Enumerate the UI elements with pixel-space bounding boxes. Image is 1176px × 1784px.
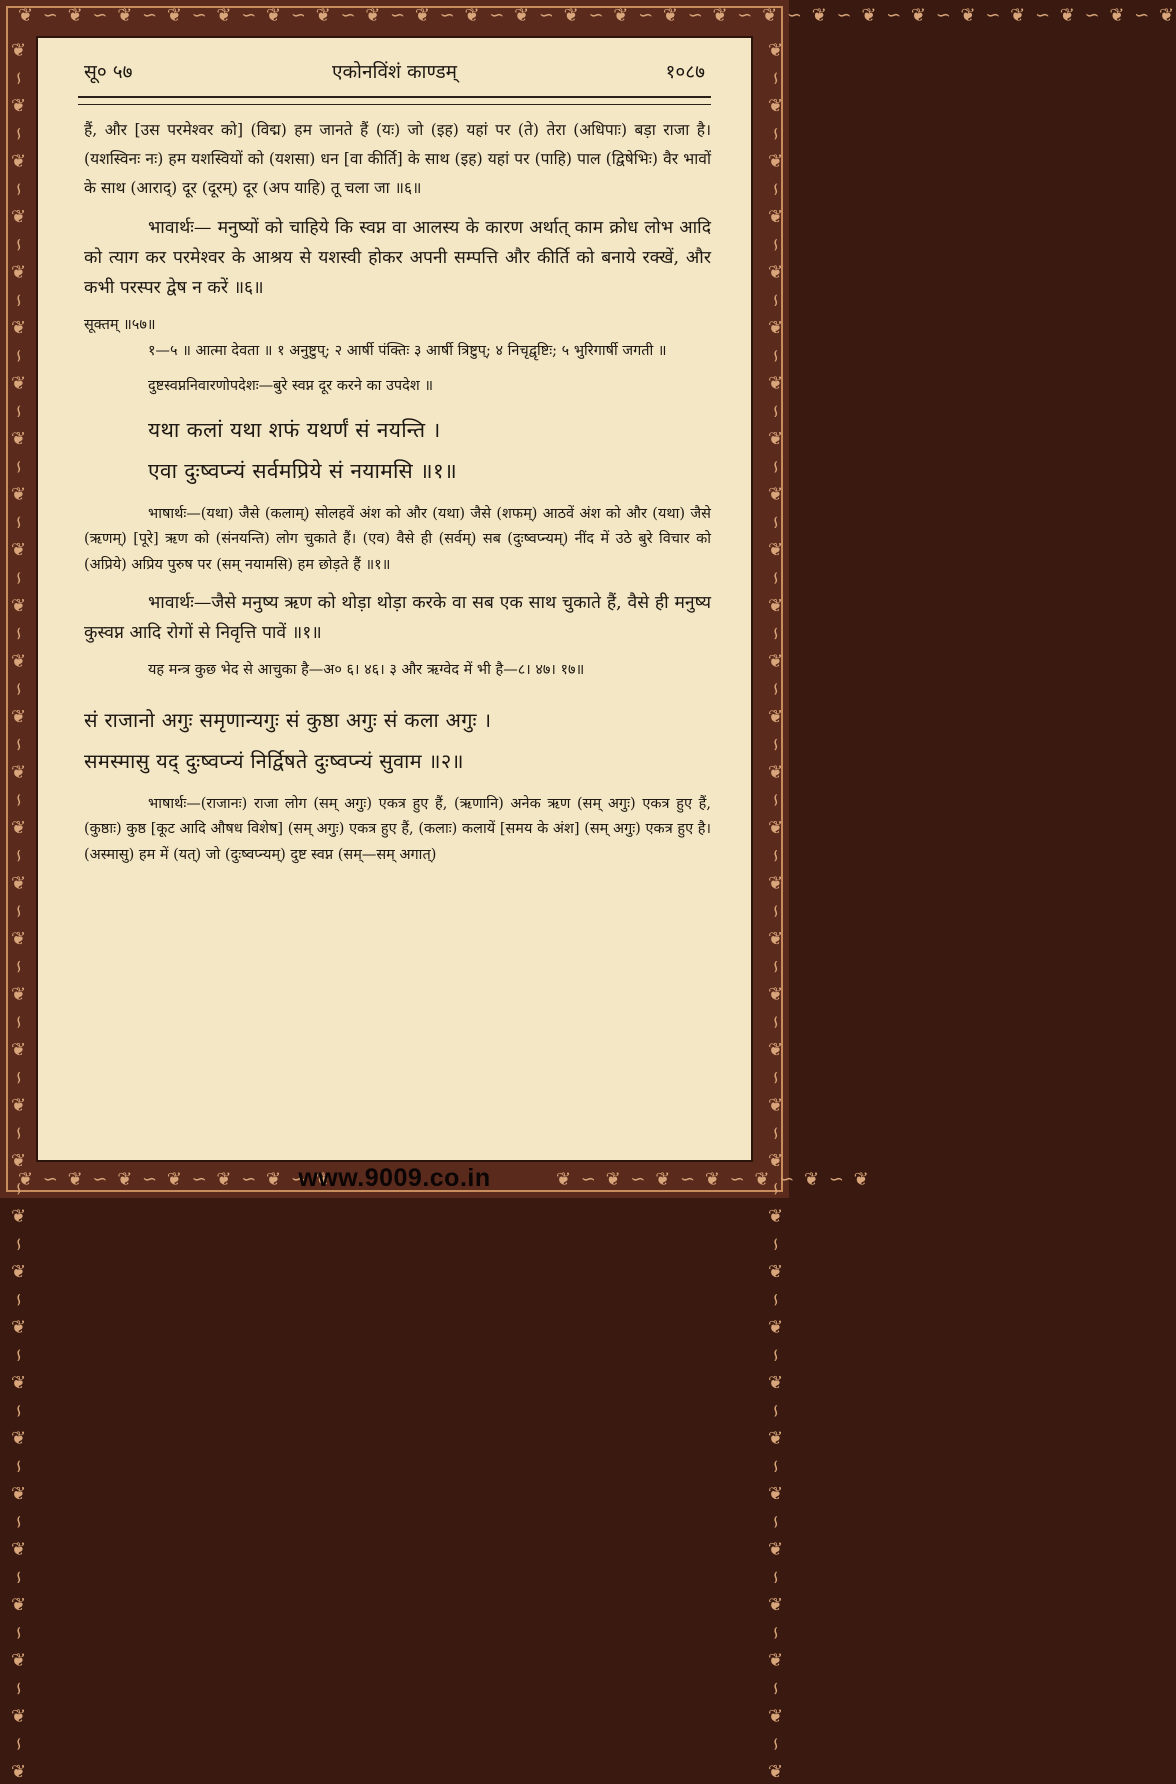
translation-paragraph-6: हैं, और [उस परमेश्वर को] (विद्म) हम जानते हैं (यः) जो (इह) यहां पर (ते) तेरा (अधिपाः) बड़ा राजा है। (यशस्विनः नः) हम यशस्वियों को (यशसा) धन [वा कीर्ति] के साथ (इह) यहां पर (पाहि) पाल (द्विषेभिः) वैर भावों के साथ (आराद्) दूर (दूरम्) दूर (अप याहि) तू चला जा ॥६॥ — [84, 121, 711, 197]
translation-paragraph-1: भाषार्थः—(यथा) जैसे (कलाम्) सोलहवें अंश को और (यथा) जैसे (शफम्) आठवें अंश को और (यथा) जैसे (ऋणम्) [पूरे] ऋण को (संनयन्ति) लोग चुकाते हैं। (एव) वैसे ही (सर्वम्) सब (दुःष्वप्न्यम्) नींद में उठे बुरे विचार को (अप्रिये) अप्रिय पुरुष पर (सम् नयामसि) हम छोड़ते हैं ॥१॥ — [84, 505, 711, 573]
mantra-2-line-1: सं राजानो अगुः समृणान्यगुः सं कुष्ठा अगुः सं कला अगुः । — [84, 707, 492, 732]
book-page — [36, 36, 753, 1162]
sukta-meta: १—५ ॥ आत्मा देवता ॥ १ अनुष्टुप्; २ आर्षी पंक्तिः ३ आर्षी त्रिष्टुप्; ४ निचृद्वृष्टिः; ५ भुरिगार्षी जगती ॥ — [148, 342, 667, 359]
ornament-bottom-left: ❦ ∽ ❦ ∽ ❦ ∽ ❦ ∽ ❦ ∽ ❦ ∽ ❦ — [18, 1169, 333, 1190]
sutra-number: सू० ५७ — [84, 61, 133, 83]
sukta-title: सूक्तम् ॥५७॥ — [84, 317, 156, 333]
bhavartha-paragraph-1: भावार्थः—जैसे मनुष्य ऋण को थोड़ा थोड़ा करके वा सब एक साथ चुकाते हैं, वैसे ही मनुष्य कुस्वप्न आदि रोगों से निवृत्ति पावें ॥१॥ — [84, 593, 711, 643]
mantra-1-line-1: यथा कलां यथा शफं यथर्णं सं नयन्ति । — [148, 417, 441, 442]
page-header — [84, 58, 705, 88]
sukta-topic: दुष्टस्वप्ननिवारणोपदेशः—बुरे स्वप्न दूर करने का उपदेश ॥ — [148, 378, 434, 394]
watermark-url: www.9009.co.in — [298, 1164, 491, 1192]
page-number: १०८७ — [665, 61, 705, 83]
header-rule — [78, 96, 711, 105]
bhavartha-paragraph-6: भावार्थः— मनुष्यों को चाहिये कि स्वप्न वा आलस्य के कारण अर्थात् काम क्रोध लोभ आदि को त्याग कर परमेश्वर के आश्रय से यशस्वी होकर अपनी सम्पत्ति और कीर्ति को बनाये रक्खें, और कभी परस्पर द्वेष न करें ॥६॥ — [84, 218, 711, 298]
mantra-2-line-2: समस्मासु यद् दुःष्वप्न्यं निर्द्विषते दुःष्वप्न्यं सुवाम ॥२॥ — [84, 748, 464, 773]
ornament-top: ❦ ∽ ❦ ∽ ❦ ∽ ❦ ∽ ❦ ∽ ❦ ∽ ❦ ∽ ❦ ∽ ❦ ∽ ❦ ∽ ❦ ∽ ❦ ∽ ❦ ∽ ❦ ∽ ❦ ∽ ❦ ∽ ❦ ∽ ❦ ∽ ❦ ∽ ❦ ∽ ❦ ∽ ❦ ∽ ❦ ∽ ❦ — [18, 5, 1176, 26]
ornament-bottom-right: ❦ ∽ ❦ ∽ ❦ ∽ ❦ ∽ ❦ ∽ ❦ ∽ ❦ — [556, 1169, 871, 1190]
ornament-left: ❦ ∽ ❦ ∽ ❦ ∽ ❦ ∽ ❦ ∽ ❦ ∽ ❦ ∽ ❦ ∽ ❦ ∽ ❦ ∽ ❦ ∽ ❦ ∽ ❦ ∽ ❦ ∽ ❦ ∽ ❦ ∽ ❦ ∽ ❦ ∽ ❦ ∽ ❦ ∽ ❦ ∽ ❦ ∽ ❦ ∽ ❦ ∽ ❦ ∽ ❦ ∽ ❦ ∽ ❦ ∽ ❦ ∽ ❦ ∽ ❦ ∽ ❦ — [8, 40, 29, 1784]
translation-paragraph-2: भाषार्थः—(राजानः) राजा लोग (सम् अगुः) एकत्र हुए हैं, (ऋणानि) अनेक ऋण (सम् अगुः) एकत्र हुए हैं, (कुष्ठाः) कुष्ठ [कूट आदि औषध विशेष] (सम् अगुः) एकत्र हुए हैं, (कलाः) कलायें [समय के अंश] (सम् अगुः) एकत्र हुए है। (अस्मासु) हम में (यत्) जो (दुःष्वप्न्यम्) दुष्ट स्वप्न (सम्—सम् अगात्) — [84, 795, 711, 863]
kanda-title: एकोनविंशं काण्डम् — [331, 61, 458, 83]
ornament-right: ❦ ∽ ❦ ∽ ❦ ∽ ❦ ∽ ❦ ∽ ❦ ∽ ❦ ∽ ❦ ∽ ❦ ∽ ❦ ∽ ❦ ∽ ❦ ∽ ❦ ∽ ❦ ∽ ❦ ∽ ❦ ∽ ❦ ∽ ❦ ∽ ❦ ∽ ❦ ∽ ❦ ∽ ❦ ∽ ❦ ∽ ❦ ∽ ❦ ∽ ❦ ∽ ❦ ∽ ❦ ∽ ❦ ∽ ❦ ∽ ❦ ∽ ❦ — [765, 40, 786, 1784]
mantra-1-line-2: एवा दुःष्वप्न्यं सर्वमप्रिये सं नयामसि ॥१॥ — [148, 458, 457, 483]
page-body — [84, 116, 711, 868]
reference-note: यह मन्त्र कुछ भेद से आचुका है—अ० ६। ४६। ३ और ऋग्वेद में भी है—८। ४७। १७॥ — [148, 662, 585, 678]
